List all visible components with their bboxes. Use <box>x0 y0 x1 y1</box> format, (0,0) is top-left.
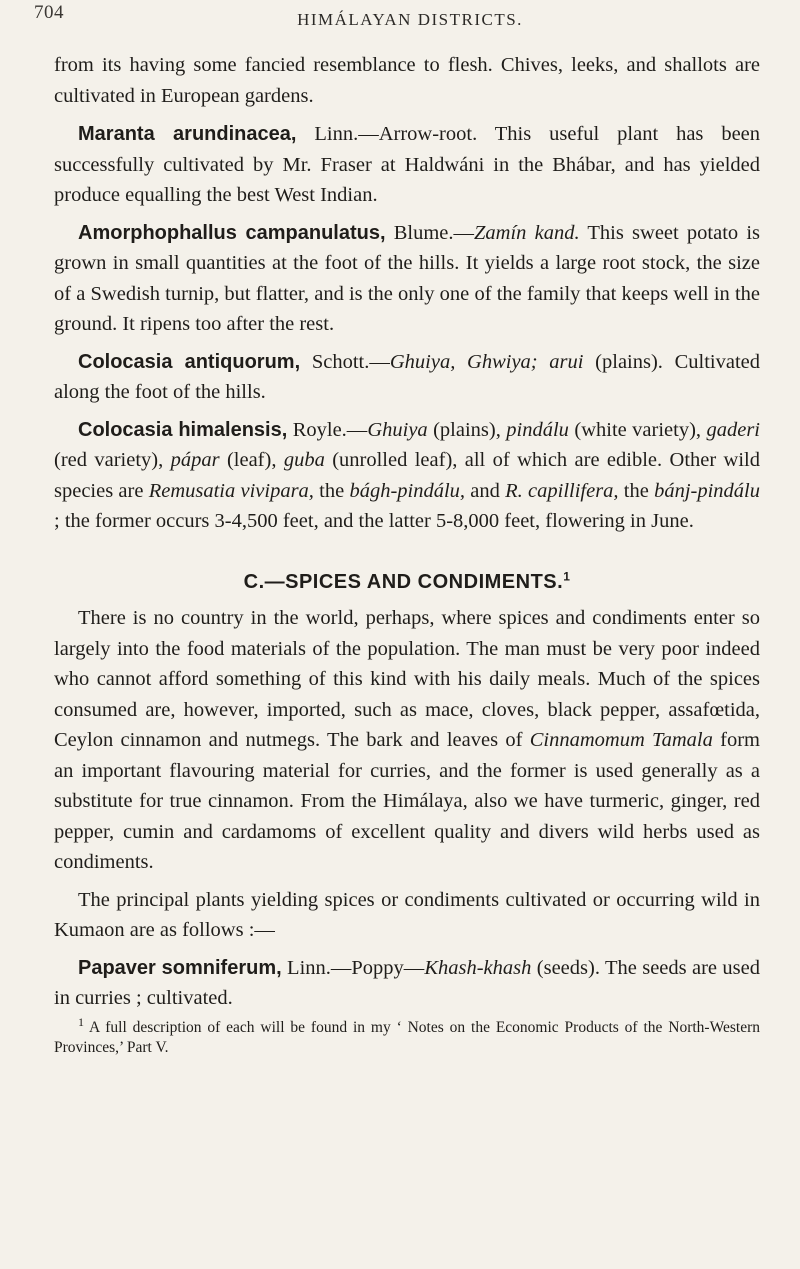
italic-run: Remusatia vivipara, <box>148 479 314 502</box>
italic-run: R. capillifera, <box>505 479 619 502</box>
text-run: The principal plants yielding spices or condiments cultivated or occurring wild in Kumaon are as follows :— <box>54 888 760 941</box>
continuation-paragraph: from its having some fancied resemblance to flesh. Chives, leeks, and shallots are cultivated in European gardens. <box>54 54 760 107</box>
entry-papaver <box>54 953 760 1014</box>
entry-lead: Papaver somniferum, <box>78 956 282 979</box>
text-run: the <box>313 479 350 502</box>
text-run: Poppy— <box>351 956 425 979</box>
text-run: the <box>618 479 655 502</box>
text-run: ; the former occurs 3-4,500 feet, and the latter 5-8,000 feet, flowering in June. <box>54 510 694 532</box>
text-run: (red variety), <box>54 449 171 471</box>
italic-run: bánj-pindálu <box>654 479 761 502</box>
italic-run: pápar <box>170 449 220 471</box>
entry-text: (plains). Cultivated along the foot of the hills. <box>54 350 760 403</box>
italic-run: gaderi <box>706 418 760 441</box>
text-run: (leaf), <box>219 449 284 471</box>
entry-authority: Blume.— <box>385 221 475 244</box>
paragraph-spices-intro <box>54 603 760 878</box>
paragraph-mixed-text <box>54 607 760 873</box>
entry-colocasia-himalensis <box>54 415 760 537</box>
entry-text: This sweet potato is grown in small quantities at the foot of the hills. It yields a large root stock, the size of a Swedish turnip, but flatter, and is the only one of the family that keeps well in the ground. It ripens too after the rest. <box>54 221 760 335</box>
footnote-text: A full description of each will be found in my ‘ Notes on the Economic Products of the North-Western Provinces,’ Part V. <box>54 1018 760 1056</box>
entry-lead: Colocasia antiquorum, <box>78 350 301 373</box>
italic-run: bágh-pindálu, <box>349 479 466 502</box>
page-number: 704 <box>34 2 64 23</box>
entry-maranta <box>54 119 760 211</box>
italic-run: pindálu <box>506 418 569 441</box>
entry-authority: Linn.— <box>296 123 379 145</box>
section-heading <box>54 567 760 598</box>
text-run: (unrolled leaf), all of which are edible. Other wild species are <box>54 449 761 502</box>
paragraph-mixed-text <box>54 889 760 942</box>
entry-text: Arrow-root. This useful plant has been successfully cultivated by Mr. Fraser at Haldwáni in the Bhábar, and has yielded produce equalling the best West Indian. <box>54 123 761 206</box>
entry-lead: Amorphophallus campanulatus, <box>78 221 386 244</box>
text-run: (seeds). The seeds are used in curries ; cultivated. <box>54 956 760 1009</box>
footnote-reference: 1 <box>563 568 571 583</box>
entry-authority: Schott.— <box>300 350 390 373</box>
footnote-mark: 1 <box>78 1014 84 1029</box>
paragraph-principal-plants <box>54 885 760 946</box>
entry-amorphophallus <box>54 218 760 340</box>
italic-run: Ghuiya <box>367 418 428 441</box>
entry-colocasia-antiquorum <box>54 347 760 408</box>
italic-run: guba <box>283 449 325 471</box>
text-run: (white variety), <box>568 418 707 441</box>
entry-vernacular: Ghuiya, Ghwiya; arui <box>389 350 584 373</box>
entry-authority: Linn.— <box>281 956 352 979</box>
entry-vernacular: Zamín kand. <box>474 221 580 244</box>
text-run: form an important flavouring material for curries, and the former is used generally as a substitute for true cinnamon. From the Himálaya, also we have turmeric, ginger, red pepper, cumin and cardamoms of excellent quality and divers wild herbs used as condiments. <box>54 729 760 873</box>
footnote <box>54 1014 760 1058</box>
running-head: HIMÁLAYAN DISTRICTS. <box>297 10 523 29</box>
text-run: (plains), <box>427 418 507 441</box>
section-heading-text: C.—SPICES AND CONDIMENTS. <box>243 570 564 593</box>
text-run: There is no country in the world, perhaps, where spices and condiments enter so largely into the food materials of the population. The man must be very poor indeed who cannot afford something of this kind with his daily meals. Much of the spices consumed are, however, imported, such as mace, cloves, black pepper, assafœtida, Ceylon cinnamon and nutmegs. The bark and leaves of <box>54 607 760 751</box>
entry-authority: Royle.— <box>287 418 368 441</box>
entry-lead: Colocasia himalensis, <box>78 418 288 441</box>
body-text <box>54 50 760 1058</box>
italic-run: Cinnamomum Tamala <box>529 729 713 751</box>
entry-lead: Maranta arundinacea, <box>78 123 297 145</box>
text-run: and <box>465 479 506 502</box>
italic-run: Khash-khash <box>424 956 532 979</box>
